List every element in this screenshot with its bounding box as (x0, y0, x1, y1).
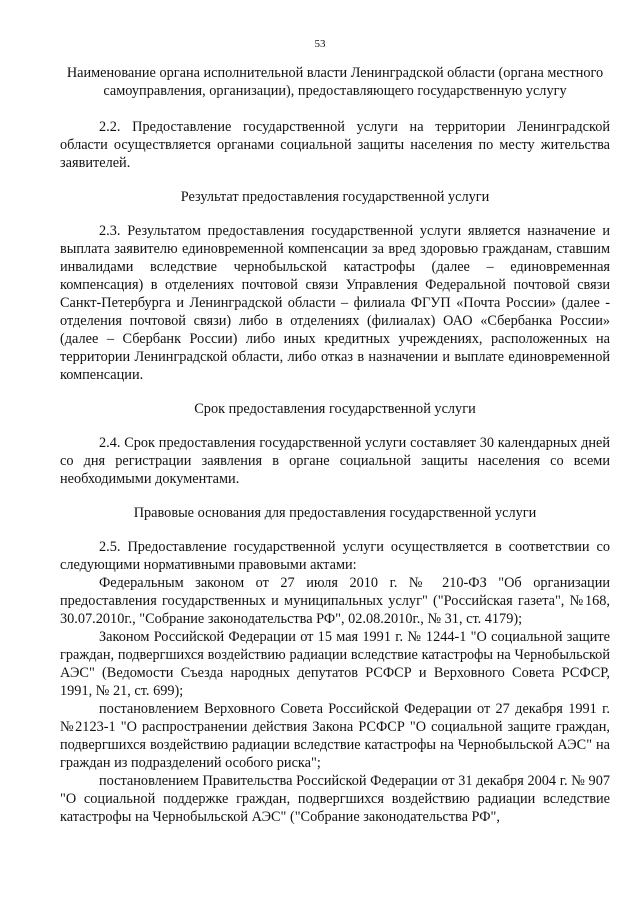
legal-act-item: Законом Российской Федерации от 15 мая 1991 г. № 1244-1 "О социальной защите граждан, подвергшихся воздействию радиации вследствие катастрофы на Чернобыльской АЭС" (Ведомости Съезда народных депутатов РСФСР и Верховного Совета РСФСР, 1991, № 21, ст. 699); (60, 629, 610, 699)
document-body (60, 64, 610, 826)
paragraph-2-4: 2.4. Срок предоставления государственной услуги составляет 30 календарных дней со дня регистрации заявления в органе социальной защиты населения со всеми необходимыми документами. (60, 435, 610, 487)
page-number: 53 (314, 38, 326, 50)
legal-act-item: Федеральным законом от 27 июля 2010 г. № 210-ФЗ "Об организации предоставления государственных и муниципальных услуг" ("Российская газета", №168, 30.07.2010г., "Собрание законодательства РФ", 02.08.2010г., № 31, ст. 4179); (60, 575, 610, 627)
paragraph-2-3: 2.3. Результатом предоставления государственной услуги является назначение и выплата заявителю единовременной компенсации за вред здоровью гражданам, ставшим инвалидами вследствие чернобыльской катастрофы (далее – единовременная компенсация) в отделениях почтовой связи Управления Федеральной почтовой связи Санкт-Петербурга и Ленинградской области – филиала ФГУП «Почта России» (далее - отделения почтовой связи) либо в отделениях (филиалах) ОАО «Сбербанка России» (далее – Сбербанк России) либо иных кредитных учреждениях, расположенных на территории Ленинградской области, либо отказ в назначении и выплате единовременной компенсации. (60, 223, 610, 383)
paragraph-2-5: 2.5. Предоставление государственной услуги осуществляется в соответствии со следующими нормативными правовыми актами: (60, 539, 610, 573)
heading-term: Срок предоставления государственной услуги (194, 401, 476, 417)
heading-result: Результат предоставления государственной услуги (180, 189, 490, 205)
paragraph-2-2: 2.2. Предоставление государственной услуги на территории Ленинградской области осуществляется органами социальной защиты населения по месту жительства заявителей. (60, 119, 610, 171)
legal-act-item: постановлением Верховного Совета Российской Федерации от 27 декабря 1991 г. №2123-1 "О распространении действия Закона РСФСР "О социальной защите граждан, подвергшихся воздействию радиации вследствие катастрофы на Чернобыльской АЭС" на граждан из подразделений особого риска"; (60, 701, 610, 771)
heading-legal-basis: Правовые основания для предоставления государственной услуги (133, 505, 537, 521)
legal-act-item: постановлением Правительства Российской Федерации от 31 декабря 2004 г. № 907 "О социальной поддержке граждан, подвергшихся воздействию радиации вследствие катастрофы на Чернобыльской АЭС" ("Собрание законодательства РФ", (60, 773, 610, 825)
heading-authority: Наименование органа исполнительной власти Ленинградской области (органа местного самоуправления, организации), предоставляющего государственную услугу (66, 65, 604, 99)
